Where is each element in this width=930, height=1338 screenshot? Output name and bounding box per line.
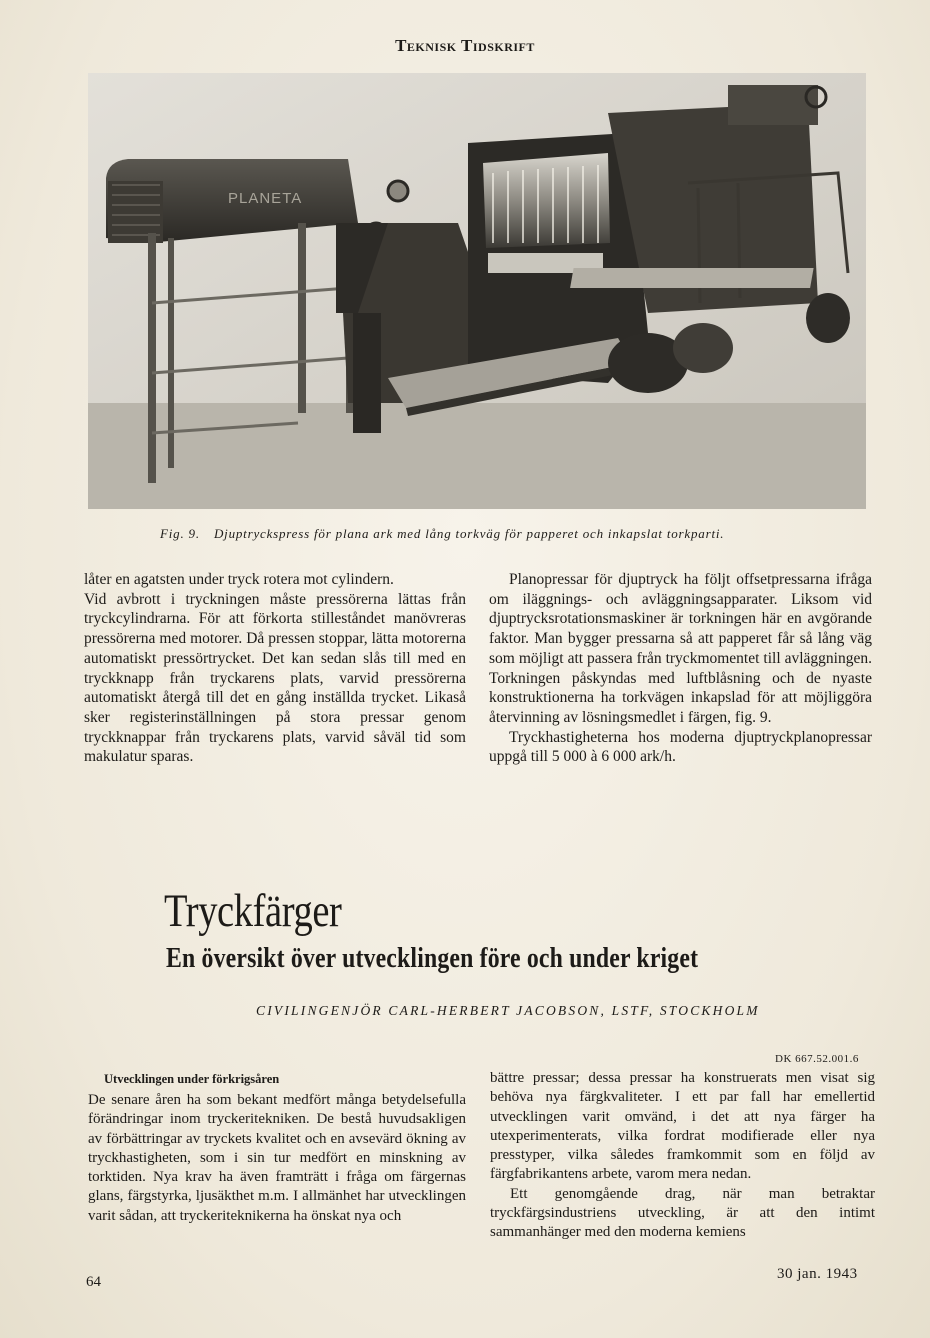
- svg-text:PLANETA: PLANETA: [228, 190, 303, 207]
- section-heading: Utvecklingen under förkrigsåren: [104, 1072, 280, 1086]
- figure-caption: [160, 526, 860, 542]
- press-photograph: [88, 73, 866, 509]
- paragraph: Planopressar för djuptryck ha följt offsetpressarna ifråga om iläggnings- och avläggningsapparater. Liksom vid djuptrycksrotationsmaskiner är torkningen här en avgörande faktor. Man bygger pressarna så att papperet får så lång väg som möjligt att passera från tryckmomentet till avläggningen. Torkningen påskyndas med luftblåsning och de nyaste konstruktionerna ha torkvägen inkapslad för att möjliggöra återvinning av lösningsmedlet i färgen, fig. 9.: [489, 571, 872, 726]
- upper-left-column: [84, 570, 466, 767]
- paragraph: Ett genomgående drag, när man betraktar tryckfärgsindustriens utveckling, är att den intimt sammanhänger med den moderna kemiens: [490, 1185, 875, 1241]
- paragraph: bättre pressar; dessa pressar ha konstruerats men visat sig behöva nya färgkvaliteter. I ett par fall har emellertid utvecklingen varit omvänd, i det att nya färger ha utexperimenterats, vilka fordrat modifierade eller nya presstyper, vilka således framkommit som en följd av färgfabrikantens arbete, varom mera nedan.: [490, 1070, 875, 1183]
- upper-right-column: [489, 570, 872, 767]
- paragraph: Vid avbrott i tryckningen måste pressörerna lättas från tryckcylindrarna. För att förkorta stilleståndet manövreras pressörerna med motorer. Då pressen stoppar, lätta motorerna automatiskt pressörtrycket. Det kan sedan slås till med en tryckknapp från tryckarens plats, varvid pressörerna automatiskt återgå till det en gång inställda trycket. Likaså sker registerinställningen på stora pressar genom tryckknappar från tryckarens plats, varvid såväl tid som makulatur sparas.: [84, 590, 466, 766]
- paragraph: Tryckhastigheterna hos moderna djuptryckplanopressar uppgå till 5 000 à 6 000 ark/h.: [489, 728, 872, 766]
- paragraph: De senare åren ha som bekant medfört många betydelsefulla förändringar inom tryckeritekniken. De bestå huvudsakligen av förbättringar av tryckets kvalitet och en avsevärd ökning av tryckhastigheten, som i sin tur medfört en minskning av torktiden. Nya krav ha även framträtt i fråga om färgernas glans, färgstyrka, ljusäkthet m.m. I allmänhet har utvecklingen varit sådan, att tryckeriteknikerna ha önskat nya och: [88, 1092, 466, 1224]
- issue-date: 30 jan. 1943: [777, 1266, 858, 1282]
- page-number: 64: [86, 1274, 101, 1290]
- article-title: Tryckfärger: [164, 885, 342, 937]
- paragraph: låter en agatsten under tryck rotera mot cylindern.: [84, 571, 394, 588]
- journal-header: Teknisk Tidskrift: [395, 36, 535, 55]
- article-byline: CIVILINGENJÖR CARL-HERBERT JACOBSON, LSTF, STOCKHOLM: [256, 1003, 760, 1018]
- lower-right-column: [490, 1069, 875, 1243]
- lower-left-column: [88, 1091, 466, 1226]
- article-subtitle: En översikt över utvecklingen före och under kriget: [166, 942, 699, 974]
- classification-code: DK 667.52.001.6: [775, 1053, 859, 1065]
- press-illustration: [88, 73, 866, 509]
- figure-label: Fig. 9.: [160, 526, 200, 541]
- figure-caption-text: Djuptryckspress för plana ark med lång torkväg för papperet och inkapslat torkparti.: [213, 526, 725, 541]
